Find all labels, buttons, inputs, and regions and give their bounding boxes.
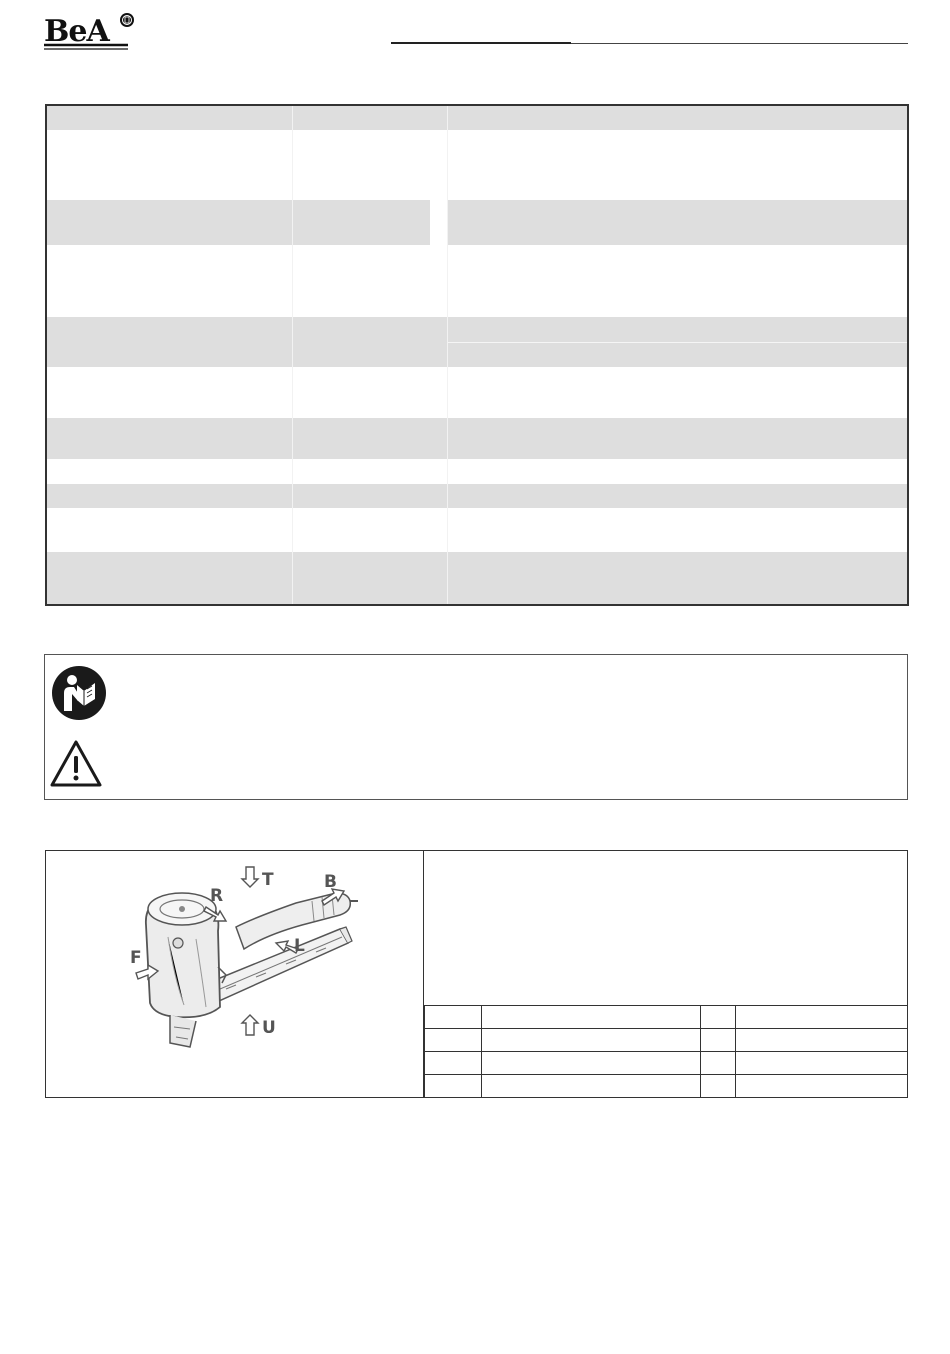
axis-label-u: U — [262, 1018, 276, 1038]
table-cell — [482, 1052, 701, 1075]
spec-row-divider — [447, 342, 907, 343]
bea-logo — [44, 10, 140, 50]
vibration-table — [424, 1005, 907, 1097]
table-cell — [425, 1075, 482, 1098]
table-cell — [736, 1052, 908, 1075]
table-row — [425, 1052, 908, 1075]
table-cell — [425, 1006, 482, 1029]
spec-row — [47, 106, 907, 130]
safety-notice-box — [44, 654, 908, 800]
table-row — [425, 1006, 908, 1029]
warning-triangle-icon — [49, 739, 103, 789]
spec-table — [45, 104, 909, 606]
axis-label-f: F — [130, 948, 142, 968]
table-cell — [701, 1052, 736, 1075]
svg-text:BeA: BeA — [44, 14, 109, 49]
table-cell — [425, 1052, 482, 1075]
table-cell — [482, 1006, 701, 1029]
table-cell — [701, 1029, 736, 1052]
read-manual-icon — [51, 665, 107, 721]
table-cell — [701, 1075, 736, 1098]
axis-label-r: R — [210, 886, 224, 906]
table-cell — [425, 1029, 482, 1052]
table-row — [425, 1075, 908, 1098]
table-cell — [482, 1075, 701, 1098]
spec-col-divider — [447, 106, 448, 604]
spec-col-divider — [292, 106, 293, 604]
table-cell — [736, 1029, 908, 1052]
spec-cell-gap — [430, 200, 448, 245]
header-rule-thin — [571, 43, 908, 44]
table-cell — [736, 1006, 908, 1029]
tool-figure — [46, 851, 424, 1097]
spec-row — [47, 552, 907, 604]
spec-row — [47, 418, 907, 459]
nailer-diagram — [126, 857, 366, 1057]
axis-label-b: B — [324, 872, 337, 892]
table-cell — [701, 1006, 736, 1029]
axis-label-t: T — [262, 870, 274, 890]
table-cell — [482, 1029, 701, 1052]
table-row — [425, 1029, 908, 1052]
vibration-section — [45, 850, 908, 1098]
spec-row — [47, 484, 907, 508]
spec-row — [47, 200, 907, 245]
axis-label-l: L — [294, 936, 305, 956]
table-cell — [736, 1075, 908, 1098]
header-rule-thick — [391, 42, 571, 44]
